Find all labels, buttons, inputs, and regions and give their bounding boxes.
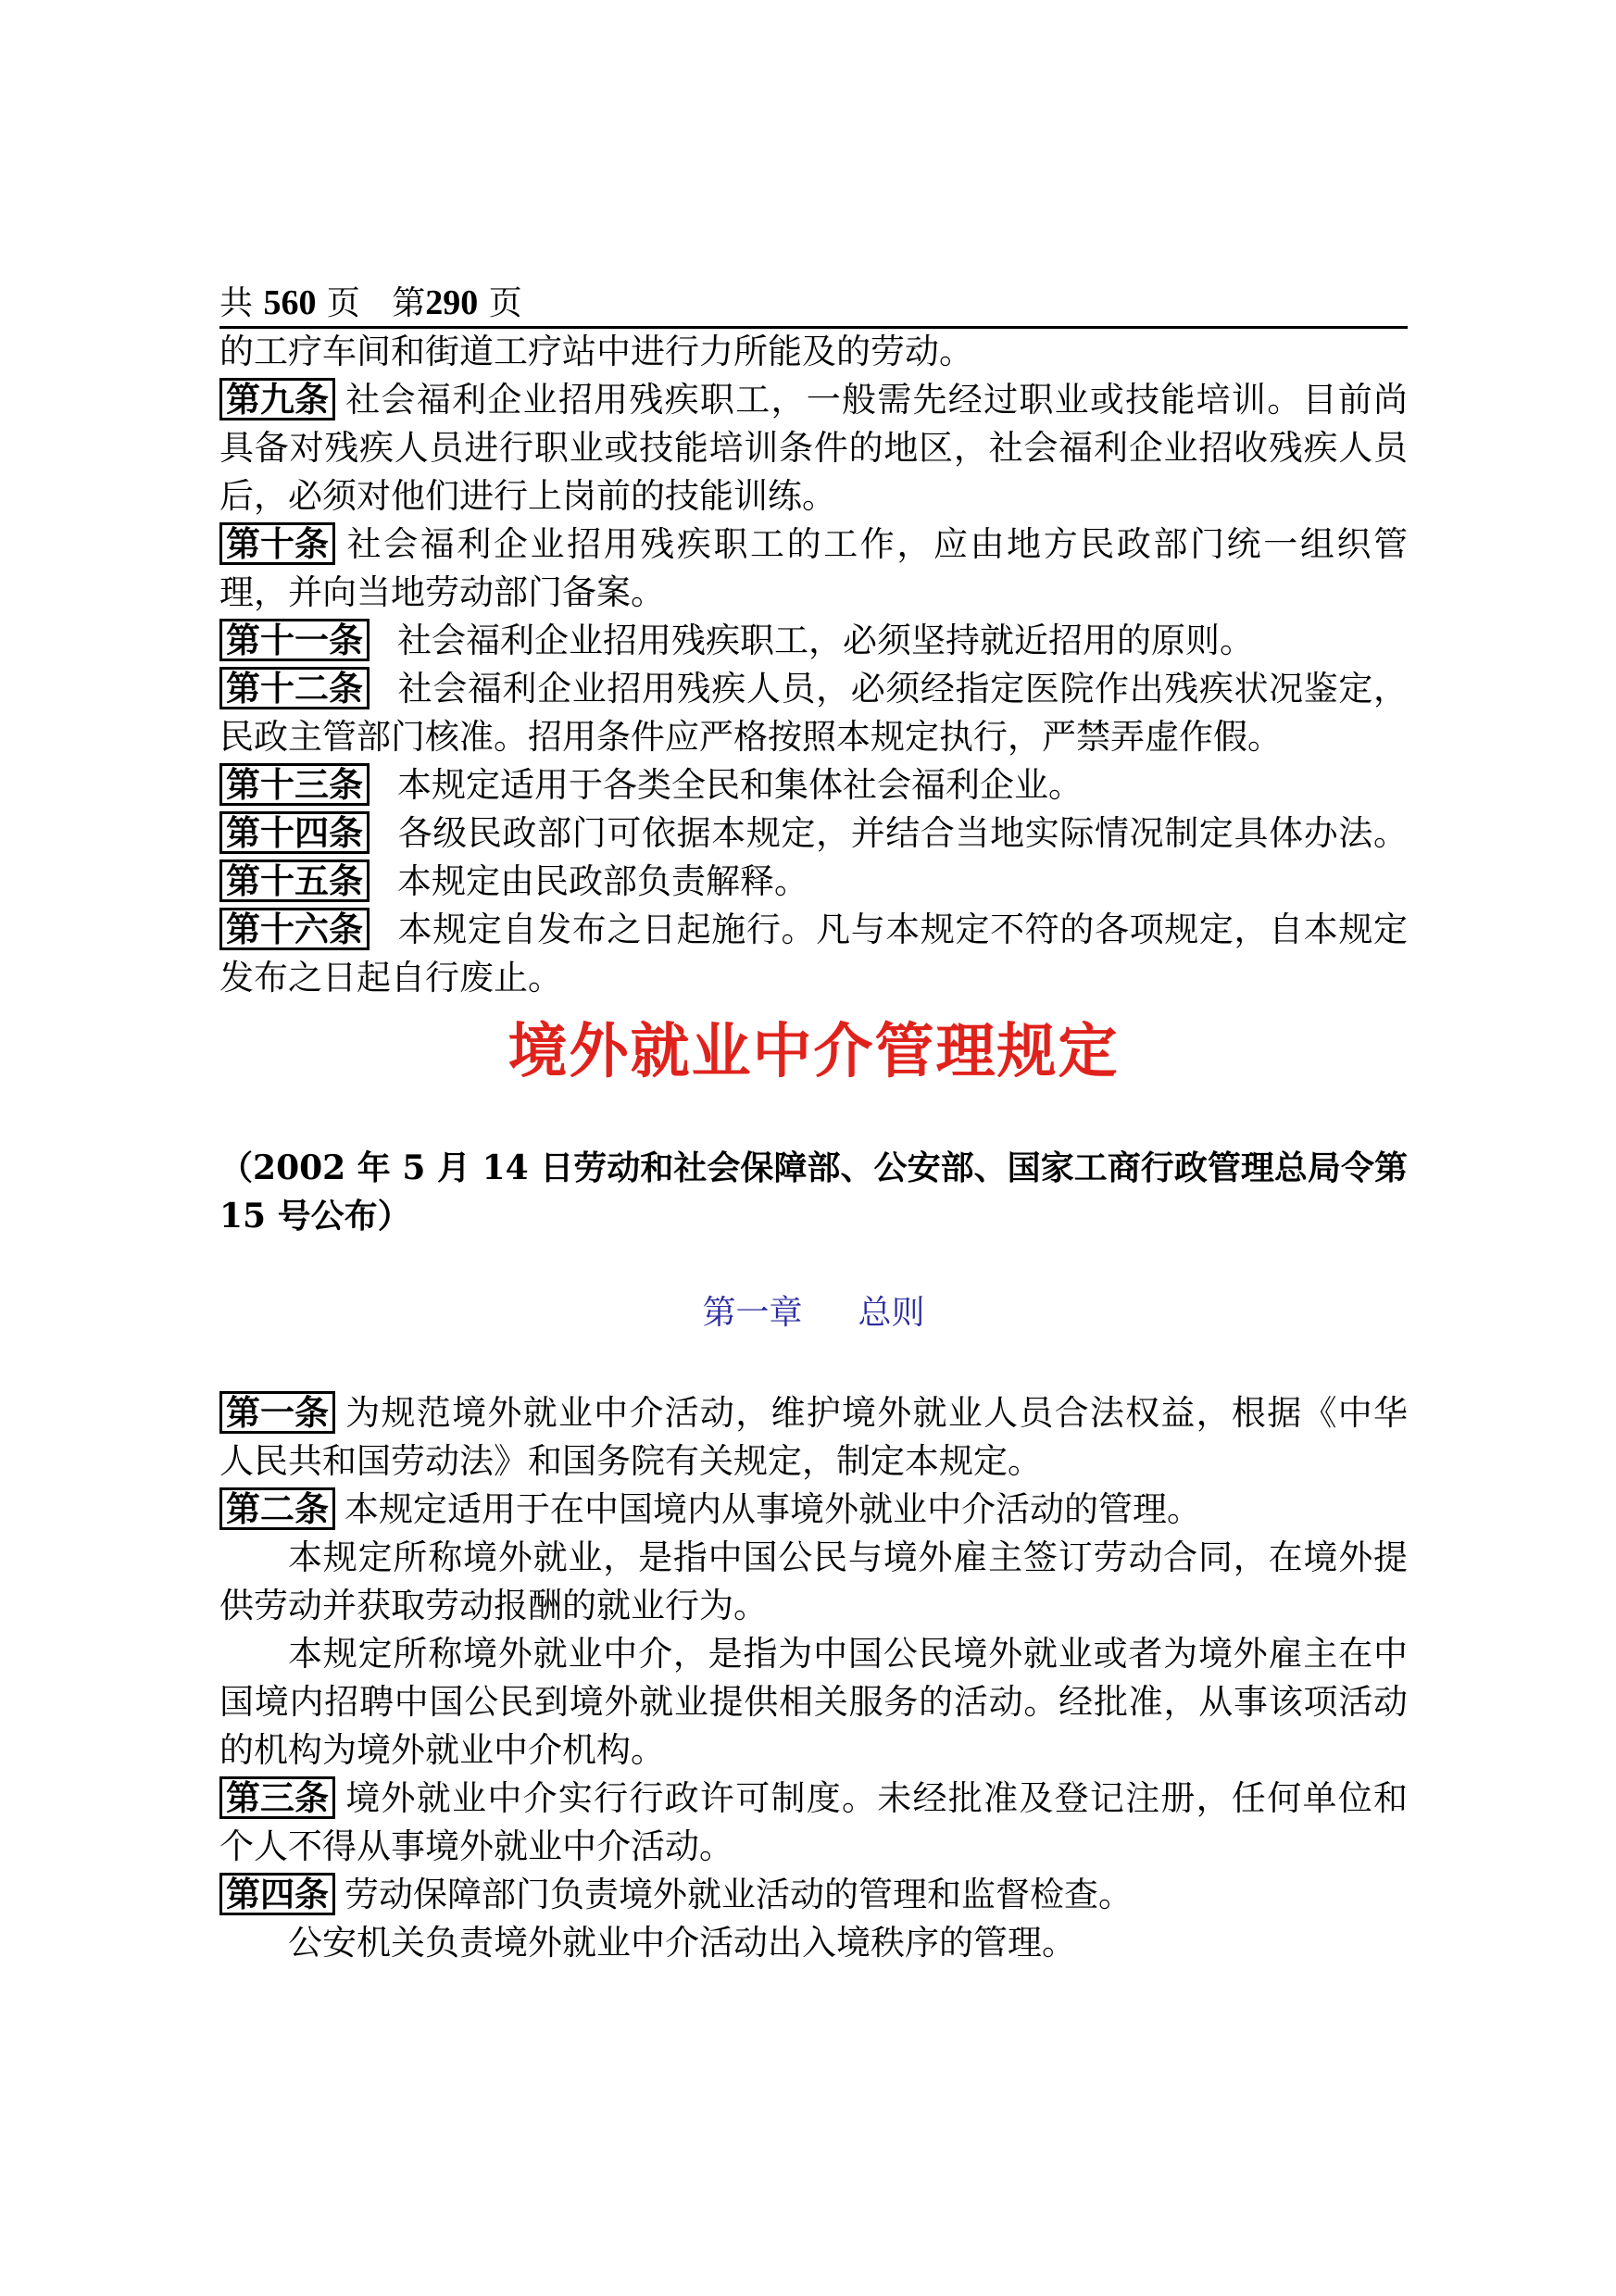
article-text: 社会福利企业招用残疾人员，必须经指定医院作出残疾状况鉴定， — [397, 669, 1408, 709]
text-line: 的工疗车间和街道工疗站中进行力所能及的劳动。 — [219, 332, 973, 371]
chapter-heading — [219, 1289, 1408, 1337]
article-label: 第十四条 — [219, 811, 370, 854]
article-9 — [219, 376, 1408, 424]
text-line: 15 号公布） — [219, 1197, 411, 1236]
text-line: 民政主管部门核准。招用条件应严格按照本规定执行，严禁弄虚作假。 — [219, 717, 1282, 757]
article-4 — [219, 1871, 1408, 1919]
article-label: 第一条 — [219, 1391, 335, 1434]
article-label: 第十二条 — [219, 667, 370, 709]
chapter-number: 第一章 — [702, 1294, 803, 1332]
total-pages-count: 560 — [263, 283, 317, 322]
article-label: 第十条 — [219, 522, 335, 565]
article-label: 第十六条 — [219, 908, 370, 950]
text-line: 人民共和国劳动法》和国务院有关规定，制定本规定。 — [219, 1441, 1042, 1481]
page-header — [219, 280, 1408, 329]
article-text: 各级民政部门可依据本规定，并结合当地实际情况制定具体办法。 — [397, 813, 1408, 853]
text-line: 发布之日起自行废止。 — [219, 958, 562, 997]
text-line: （2002 年 5 月 14 日劳动和社会保障部、公安部、国家工商行政管理总局令第 — [219, 1148, 1408, 1187]
text-line: 的机构为境外就业中介机构。 — [219, 1730, 665, 1770]
previous-regulation-text — [219, 328, 1408, 1002]
article-label: 第十五条 — [219, 859, 370, 902]
text-line: 理，并向当地劳动部门备案。 — [219, 572, 665, 612]
text-line: 本规定所称境外就业，是指中国公民与境外雇主签订劳动合同，在境外提 — [288, 1537, 1408, 1577]
article-text: 为规范境外就业中介活动，维护境外就业人员合法权益，根据《中华 — [344, 1393, 1408, 1433]
article-2 — [219, 1486, 1408, 1534]
article-text: 劳动保障部门负责境外就业活动的管理和监督检查。 — [344, 1875, 1133, 1914]
publication-note — [219, 1144, 1408, 1240]
article-text: 社会福利企业招用残疾职工，一般需先经过职业或技能培训。目前尚 — [344, 380, 1408, 420]
text-line: 个人不得从事境外就业中介活动。 — [219, 1826, 733, 1866]
total-pages-suffix: 页 — [326, 284, 360, 322]
article-label: 第四条 — [219, 1873, 335, 1915]
article-14 — [219, 809, 1408, 858]
article-text: 社会福利企业招用残疾职工，必须坚持就近招用的原则。 — [397, 621, 1254, 660]
article-16 — [219, 906, 1408, 954]
regulation-text — [219, 1389, 1408, 1967]
article-text: 社会福利企业招用残疾职工的工作，应由地方民政部门统一组织管 — [344, 524, 1408, 564]
text-line: 本规定所称境外就业中介，是指为中国公民境外就业或者为境外雇主在中 — [288, 1634, 1408, 1674]
chapter-name: 总则 — [858, 1294, 925, 1332]
article-13 — [219, 761, 1408, 809]
text-line: 后，必须对他们进行上岗前的技能训练。 — [219, 476, 836, 516]
text-line: 国境内招聘中国公民到境外就业提供相关服务的活动。经批准，从事该项活动 — [219, 1682, 1408, 1722]
text-line: 供劳动并获取劳动报酬的就业行为。 — [219, 1586, 768, 1625]
document-title: 境外就业中介管理规定 — [507, 1017, 1120, 1086]
article-label: 第三条 — [219, 1776, 335, 1819]
article-label: 第十一条 — [219, 619, 370, 661]
article-label: 第十三条 — [219, 763, 370, 806]
text-line: 具备对残疾人员进行职业或技能培训条件的地区，社会福利企业招收残疾人员 — [219, 428, 1408, 468]
article-text: 本规定自发布之日起施行。凡与本规定不符的各项规定，自本规定 — [397, 910, 1408, 949]
article-text: 本规定适用于各类全民和集体社会福利企业。 — [397, 765, 1083, 805]
total-pages-prefix: 共 — [219, 284, 254, 322]
article-15 — [219, 858, 1408, 906]
article-10 — [219, 521, 1408, 569]
article-1 — [219, 1389, 1408, 1437]
current-page-prefix: 第 — [392, 284, 426, 322]
article-label: 第九条 — [219, 378, 335, 420]
article-11 — [219, 617, 1408, 665]
current-page-number: 290 — [425, 283, 479, 322]
article-text: 本规定适用于在中国境内从事境外就业中介活动的管理。 — [344, 1489, 1201, 1529]
article-12 — [219, 665, 1408, 713]
article-text: 境外就业中介实行行政许可制度。未经批准及登记注册，任何单位和 — [344, 1778, 1408, 1818]
article-3 — [219, 1775, 1408, 1823]
current-page-suffix: 页 — [488, 284, 522, 322]
article-label: 第二条 — [219, 1487, 335, 1530]
text-line: 公安机关负责境外就业中介活动出入境秩序的管理。 — [288, 1923, 1076, 1963]
article-text: 本规定由民政部负责解释。 — [397, 861, 808, 901]
